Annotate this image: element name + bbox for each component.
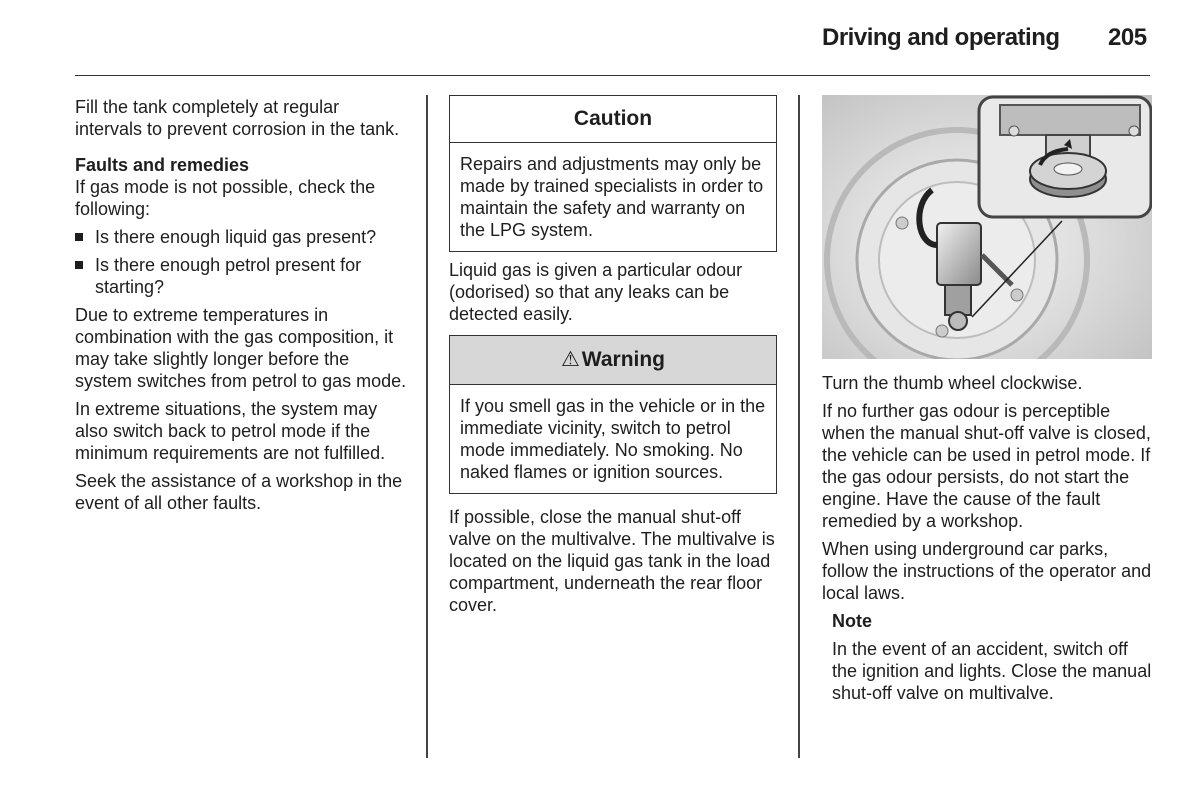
shutoff-paragraph: If possible, close the manual shut-off valve on the multivalve. The multivalve is located on the liquid gas tank in the load compartment, underneath the rear floor cover. bbox=[449, 507, 775, 615]
odour-paragraph: Liquid gas is given a particular odour (odorised) so that any leaks can be detected easily. bbox=[449, 260, 743, 324]
intro-paragraph: Fill the tank completely at regular intervals to prevent corrosion in the tank. bbox=[75, 97, 400, 139]
column-middle bbox=[449, 95, 777, 622]
caution-box bbox=[449, 95, 777, 252]
check-list bbox=[75, 226, 410, 298]
column-left bbox=[75, 96, 410, 520]
bullet-square-icon bbox=[75, 261, 83, 269]
list-item-text: Is there enough petrol present for starting? bbox=[95, 255, 362, 297]
list-item bbox=[75, 226, 410, 248]
page-header-title: Driving and operating bbox=[822, 24, 1060, 51]
warning-header bbox=[450, 336, 776, 385]
multivalve-illustration-icon bbox=[822, 95, 1152, 359]
underground-paragraph: When using underground car parks, follow the instructions of the operator and local laws. bbox=[822, 539, 1152, 603]
caution-title: Caution bbox=[450, 96, 776, 143]
faults-heading: Faults and remedies bbox=[75, 155, 250, 175]
figure-caption: Turn the thumb wheel clockwise. bbox=[822, 373, 1083, 393]
header-divider bbox=[75, 75, 1150, 76]
note-title: Note bbox=[832, 611, 872, 631]
warning-title: Warning bbox=[581, 348, 666, 371]
warning-text: If you smell gas in the vehicle or in the immediate vicinity, switch to petrol mode immediately. No smoking. No naked flames or ignition sources. bbox=[460, 396, 766, 482]
extreme-temperature-paragraph: Due to extreme temperatures in combination with the gas composition, it may take slightly longer before the system switches from petrol to gas mode. bbox=[75, 305, 407, 391]
extreme-situations-paragraph: In extreme situations, the system may also switch back to petrol mode if the minimum requirements are not fulfilled. bbox=[75, 399, 386, 463]
no-odour-paragraph: If no further gas odour is perceptible when the manual shut-off valve is closed, the vehicle can be used in petrol mode. If the gas odour persists, do not start the engine. Have the cause of the fault remedied by a workshop. bbox=[822, 401, 1151, 531]
warning-triangle-icon: ⚠ bbox=[560, 348, 580, 371]
list-item-text: Is there enough liquid gas present? bbox=[95, 227, 377, 247]
column-divider-2 bbox=[798, 95, 800, 758]
warning-box bbox=[449, 335, 777, 494]
note-block bbox=[832, 610, 1152, 704]
faults-intro: If gas mode is not possible, check the following: bbox=[75, 177, 376, 219]
bullet-square-icon bbox=[75, 233, 83, 241]
column-divider-1 bbox=[426, 95, 428, 758]
note-text: In the event of an accident, switch off the ignition and lights. Close the manual shut-off valve on multivalve. bbox=[832, 639, 1152, 703]
list-item bbox=[75, 254, 410, 298]
workshop-paragraph: Seek the assistance of a workshop in the event of all other faults. bbox=[75, 471, 403, 513]
column-right bbox=[822, 95, 1152, 710]
page-number: 205 bbox=[1108, 24, 1147, 51]
caution-text: Repairs and adjustments may only be made by trained specialists in order to maintain the safety and warranty on the LPG system. bbox=[460, 154, 764, 240]
